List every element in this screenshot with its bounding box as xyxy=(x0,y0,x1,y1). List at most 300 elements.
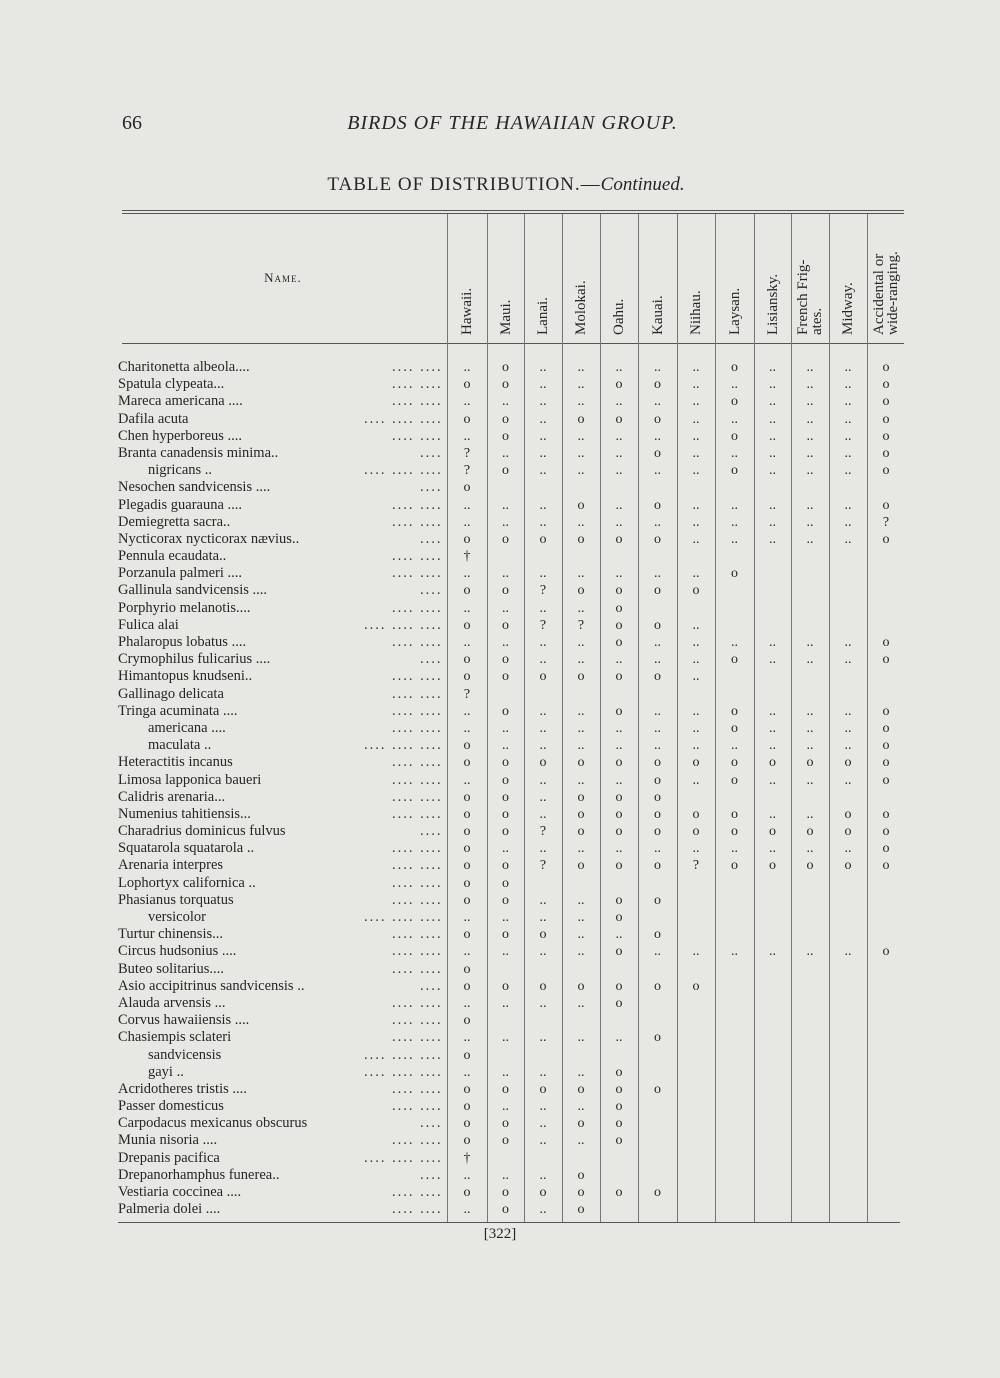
distribution-mark: .. xyxy=(844,463,852,479)
distribution-mark: o xyxy=(539,755,547,771)
species-name: Passer domesticus xyxy=(118,1098,224,1115)
distribution-mark: o xyxy=(463,669,471,685)
species-name: Branta canadensis minima.. xyxy=(118,444,279,461)
distribution-mark: .. xyxy=(731,635,738,650)
distribution-mark: .. xyxy=(539,944,547,960)
distribution-mark: o xyxy=(731,428,738,444)
distribution-mark: .. xyxy=(539,652,547,668)
distribution-mark: o xyxy=(654,806,661,822)
distribution-mark: .. xyxy=(539,463,547,479)
distribution-mark: .. xyxy=(539,445,547,461)
distribution-mark: .. xyxy=(463,514,471,530)
leader-dots: .... .... xyxy=(392,599,443,616)
table-row xyxy=(118,428,908,445)
table-row xyxy=(118,1132,908,1149)
distribution-mark: o xyxy=(502,892,509,908)
distribution-mark: .. xyxy=(463,910,471,925)
distribution-mark: .. xyxy=(806,445,814,461)
distribution-mark: o xyxy=(577,806,585,822)
table-row xyxy=(118,565,908,582)
leader-dots: .... .... xyxy=(392,788,443,805)
distribution-mark: o xyxy=(615,635,623,650)
distribution-mark: .. xyxy=(692,841,700,857)
distribution-mark: .. xyxy=(539,635,547,650)
distribution-mark: .. xyxy=(806,652,814,668)
species-name: Porphyrio melanotis.... xyxy=(118,599,251,616)
distribution-mark: o xyxy=(463,892,471,908)
distribution-mark: o xyxy=(463,652,471,668)
table-row xyxy=(118,1098,908,1115)
distribution-mark: o xyxy=(692,978,700,994)
table-row xyxy=(118,909,908,926)
leader-dots: .... .... xyxy=(392,513,443,530)
distribution-mark: o xyxy=(769,858,776,874)
distribution-mark: o xyxy=(882,755,890,771)
distribution-mark: o xyxy=(654,927,661,943)
distribution-mark: .. xyxy=(844,445,852,461)
leader-dots: .... xyxy=(420,1115,443,1132)
distribution-mark: o xyxy=(882,394,890,410)
species-name: Circus hudsonius .... xyxy=(118,943,237,960)
distribution-mark: .. xyxy=(654,652,661,668)
leader-dots: .... .... xyxy=(392,926,443,943)
distribution-mark: .. xyxy=(615,514,623,530)
leader-dots: .... .... xyxy=(392,393,443,410)
leader-dots: .... .... xyxy=(392,891,443,908)
page-footer: [322] xyxy=(483,1226,517,1242)
distribution-mark: .. xyxy=(769,806,776,822)
distribution-mark: o xyxy=(654,583,661,599)
distribution-mark: .. xyxy=(731,944,738,960)
distribution-mark: o xyxy=(692,583,700,599)
column-header-label: Molokai. xyxy=(573,280,589,335)
species-name: sandvicensis xyxy=(148,1046,222,1063)
distribution-mark: o xyxy=(502,789,509,805)
distribution-mark: o xyxy=(463,824,471,840)
distribution-mark: o xyxy=(615,1081,623,1097)
distribution-mark: o xyxy=(463,1081,471,1097)
column-header-label: Lanai. xyxy=(535,297,551,335)
distribution-mark: .. xyxy=(769,531,776,547)
distribution-mark: o xyxy=(882,841,890,857)
table-row xyxy=(118,703,908,720)
distribution-mark: .. xyxy=(502,1064,509,1080)
distribution-mark: .. xyxy=(769,703,776,719)
species-name: Munia nisoria .... xyxy=(118,1132,218,1149)
species-name: Calidris arenaria... xyxy=(118,788,226,805)
distribution-mark: o xyxy=(731,463,738,479)
distribution-mark: o xyxy=(615,411,623,427)
distribution-mark: o xyxy=(463,841,471,857)
distribution-mark: o xyxy=(654,617,661,633)
leader-dots: .... .... xyxy=(392,771,443,788)
distribution-mark: .. xyxy=(539,1133,547,1149)
distribution-mark: o xyxy=(463,480,471,496)
table-row xyxy=(118,806,908,823)
distribution-mark: .. xyxy=(769,944,776,960)
distribution-mark: o xyxy=(463,531,471,547)
distribution-mark: .. xyxy=(615,566,623,582)
distribution-mark: o xyxy=(654,377,661,393)
distribution-mark: .. xyxy=(769,635,776,650)
leader-dots: .... .... .... xyxy=(364,1063,443,1080)
leader-dots: .... .... xyxy=(392,874,443,891)
distribution-mark: .. xyxy=(577,445,585,461)
distribution-mark: .. xyxy=(577,652,585,668)
distribution-mark: o xyxy=(731,755,738,771)
distribution-mark: .. xyxy=(769,445,776,461)
distribution-mark: .. xyxy=(692,497,700,513)
leader-dots: .... .... xyxy=(392,548,443,565)
distribution-mark: .. xyxy=(577,1064,585,1080)
distribution-mark: o xyxy=(577,497,585,513)
leader-dots: .... .... xyxy=(392,960,443,977)
distribution-mark: .. xyxy=(539,566,547,582)
distribution-mark: o xyxy=(882,445,890,461)
distribution-mark: o xyxy=(502,583,509,599)
distribution-mark: o xyxy=(463,875,471,891)
leader-dots: .... .... xyxy=(392,1029,443,1046)
distribution-mark: .. xyxy=(502,995,509,1011)
distribution-mark: .. xyxy=(692,377,700,393)
species-name: Nesochen sandvicensis .... xyxy=(118,479,271,496)
distribution-mark: o xyxy=(882,360,890,375)
distribution-mark: .. xyxy=(844,514,852,530)
running-title: BIRDS OF THE HAWAIIAN GROUP. xyxy=(347,112,678,134)
distribution-mark: .. xyxy=(844,411,852,427)
distribution-mark: .. xyxy=(692,652,700,668)
distribution-mark: .. xyxy=(463,1167,471,1183)
distribution-mark: .. xyxy=(654,944,661,960)
page-header xyxy=(0,112,1000,142)
distribution-mark: .. xyxy=(654,703,661,719)
distribution-mark: o xyxy=(692,755,700,771)
distribution-mark: .. xyxy=(692,617,700,633)
distribution-mark: ? xyxy=(692,858,700,874)
distribution-mark: o xyxy=(731,806,738,822)
leader-dots: .... xyxy=(420,479,443,496)
distribution-mark: .. xyxy=(463,1030,471,1046)
species-name: Acridotheres tristis .... xyxy=(118,1080,247,1097)
table-row xyxy=(118,411,908,428)
distribution-mark: .. xyxy=(463,360,471,375)
table-row xyxy=(118,686,908,703)
distribution-mark: .. xyxy=(463,394,471,410)
column-header xyxy=(643,175,673,335)
table-row xyxy=(118,1184,908,1201)
distribution-mark: o xyxy=(654,892,661,908)
leader-dots: .... .... xyxy=(392,754,443,771)
distribution-mark: o xyxy=(502,806,509,822)
distribution-mark: .. xyxy=(844,428,852,444)
distribution-mark: o xyxy=(615,1064,623,1080)
distribution-mark: .. xyxy=(806,806,814,822)
distribution-mark: .. xyxy=(615,445,623,461)
distribution-mark: .. xyxy=(539,703,547,719)
distribution-mark: o xyxy=(615,910,623,925)
distribution-mark: .. xyxy=(502,445,509,461)
distribution-mark: .. xyxy=(577,892,585,908)
distribution-mark: .. xyxy=(844,703,852,719)
table-row xyxy=(118,668,908,685)
column-header xyxy=(604,175,634,335)
species-name: gayi .. xyxy=(148,1063,184,1080)
species-name: maculata .. xyxy=(148,737,212,754)
distribution-mark: .. xyxy=(731,377,738,393)
distribution-mark: .. xyxy=(806,514,814,530)
distribution-mark: .. xyxy=(502,841,509,857)
distribution-mark: o xyxy=(502,875,509,891)
species-name: Nycticorax nycticorax nævius.. xyxy=(118,530,300,547)
species-name: nigricans .. xyxy=(148,462,213,479)
distribution-mark: o xyxy=(731,720,738,736)
leader-dots: .... xyxy=(420,1166,443,1183)
distribution-mark: o xyxy=(577,1202,585,1218)
distribution-mark: .. xyxy=(844,360,852,375)
table-row xyxy=(118,634,908,651)
leader-dots: .... .... xyxy=(392,1098,443,1115)
species-name: Demiegretta sacra.. xyxy=(118,513,231,530)
leader-dots: .... .... xyxy=(392,719,443,736)
distribution-mark: .. xyxy=(731,738,738,754)
distribution-mark: ? xyxy=(539,858,547,874)
leader-dots: .... .... xyxy=(392,943,443,960)
distribution-mark: .. xyxy=(844,635,852,650)
species-name: Chen hyperboreus .... xyxy=(118,427,243,444)
column-header xyxy=(871,175,901,335)
leader-dots: .... .... xyxy=(392,634,443,650)
species-name: Plegadis guarauna .... xyxy=(118,496,243,513)
distribution-mark: .. xyxy=(615,394,623,410)
leader-dots: .... .... xyxy=(392,1184,443,1200)
distribution-mark: .. xyxy=(539,600,547,616)
distribution-mark: .. xyxy=(654,738,661,754)
species-name: Arenaria interpres xyxy=(118,857,224,874)
table-row xyxy=(118,1012,908,1029)
table-row xyxy=(118,875,908,892)
table-row xyxy=(118,857,908,874)
distribution-mark: o xyxy=(882,411,890,427)
column-header-label: Lisiansky. xyxy=(764,273,781,335)
distribution-mark: .. xyxy=(577,1133,585,1149)
distribution-mark: .. xyxy=(806,394,814,410)
species-name: Palmeria dolei .... xyxy=(118,1201,221,1218)
distribution-mark: o xyxy=(882,703,890,719)
distribution-mark: .. xyxy=(502,635,509,650)
distribution-mark: .. xyxy=(692,360,700,375)
distribution-mark: .. xyxy=(806,944,814,960)
distribution-mark: .. xyxy=(463,995,471,1011)
distribution-mark: .. xyxy=(806,497,814,513)
distribution-mark: .. xyxy=(539,394,547,410)
distribution-mark: o xyxy=(654,789,661,805)
species-name: Gallinula sandvicensis .... xyxy=(118,582,268,599)
distribution-mark: .. xyxy=(654,720,661,736)
distribution-mark: .. xyxy=(539,428,547,444)
distribution-mark: .. xyxy=(731,411,738,427)
column-header xyxy=(720,175,750,335)
distribution-mark: .. xyxy=(463,944,471,960)
leader-dots: .... xyxy=(420,977,443,994)
distribution-mark: o xyxy=(882,652,890,668)
distribution-mark: o xyxy=(463,978,471,994)
distribution-mark: .. xyxy=(806,377,814,393)
distribution-mark: .. xyxy=(502,720,509,736)
species-name: Pennula ecaudata.. xyxy=(118,548,227,565)
distribution-mark: o xyxy=(463,617,471,633)
distribution-mark: o xyxy=(577,858,585,874)
distribution-mark: .. xyxy=(502,394,509,410)
distribution-mark: ? xyxy=(539,617,547,633)
species-name: Fulica alai xyxy=(118,616,179,633)
distribution-mark: o xyxy=(806,755,814,771)
distribution-mark: .. xyxy=(844,497,852,513)
distribution-mark: o xyxy=(463,1047,471,1063)
table-row xyxy=(118,582,908,599)
table-row xyxy=(118,789,908,806)
distribution-mark: † xyxy=(463,1150,471,1166)
distribution-mark: ? xyxy=(882,514,890,530)
distribution-mark: o xyxy=(882,944,890,960)
distribution-mark: .. xyxy=(577,1099,585,1115)
leader-dots: .... .... xyxy=(392,496,443,513)
distribution-mark: ? xyxy=(463,686,471,702)
distribution-mark: .. xyxy=(615,720,623,736)
leader-dots: .... xyxy=(420,582,443,599)
species-name: Vestiaria coccinea .... xyxy=(118,1184,242,1200)
table-row xyxy=(118,772,908,789)
column-header-label: Accidental or wide-ranging. xyxy=(871,251,901,335)
column-header xyxy=(528,175,558,335)
column-header xyxy=(491,175,521,335)
distribution-mark: .. xyxy=(654,463,661,479)
table-row xyxy=(118,1150,908,1167)
distribution-mark: .. xyxy=(577,394,585,410)
table-row xyxy=(118,462,908,479)
distribution-mark: .. xyxy=(615,772,623,788)
table-row xyxy=(118,1201,908,1218)
distribution-mark: .. xyxy=(577,910,585,925)
distribution-mark: o xyxy=(615,617,623,633)
distribution-mark: o xyxy=(654,858,661,874)
table-row xyxy=(118,617,908,634)
distribution-mark: o xyxy=(577,824,585,840)
species-name: Porzanula palmeri .... xyxy=(118,565,243,582)
distribution-mark: o xyxy=(502,858,509,874)
distribution-mark: .. xyxy=(731,497,738,513)
table-row xyxy=(118,978,908,995)
column-header-label: Niihau. xyxy=(688,290,704,335)
species-name: Turtur chinensis... xyxy=(118,926,223,943)
distribution-mark: .. xyxy=(692,669,700,685)
distribution-mark: .. xyxy=(769,463,776,479)
distribution-mark: o xyxy=(463,377,471,393)
leader-dots: .... .... .... xyxy=(364,1046,443,1063)
leader-dots: .... .... xyxy=(392,1132,443,1149)
table-row xyxy=(118,995,908,1012)
species-name: Crymophilus fulicarius .... xyxy=(118,651,271,668)
distribution-mark: o xyxy=(882,635,890,650)
distribution-mark: o xyxy=(502,428,509,444)
distribution-mark: o xyxy=(806,824,814,840)
distribution-mark: .. xyxy=(463,1202,471,1218)
leader-dots: .... .... xyxy=(392,668,443,685)
leader-dots: .... .... xyxy=(392,857,443,874)
distribution-mark: o xyxy=(731,772,738,788)
leader-dots: .... .... xyxy=(392,427,443,444)
distribution-mark: .. xyxy=(577,720,585,736)
distribution-mark: o xyxy=(769,755,776,771)
table-row xyxy=(118,1029,908,1046)
distribution-mark: o xyxy=(615,1116,623,1132)
species-name: Lophortyx californica .. xyxy=(118,874,256,891)
distribution-mark: .. xyxy=(654,566,661,582)
distribution-mark: o xyxy=(502,1081,509,1097)
distribution-mark: o xyxy=(615,377,623,393)
column-header-label: Laysan. xyxy=(726,287,743,335)
distribution-mark: o xyxy=(692,824,700,840)
distribution-mark: o xyxy=(539,531,547,547)
distribution-mark: .. xyxy=(692,738,700,754)
distribution-mark: o xyxy=(502,531,509,547)
column-header xyxy=(681,175,711,335)
distribution-mark: o xyxy=(731,360,738,375)
distribution-mark: o xyxy=(615,1099,623,1115)
distribution-mark: o xyxy=(577,531,585,547)
distribution-mark: o xyxy=(731,858,738,874)
distribution-mark: o xyxy=(615,789,623,805)
distribution-mark: ? xyxy=(463,445,471,461)
table-row xyxy=(118,393,908,410)
species-name: Corvus hawaiiensis .... xyxy=(118,1012,250,1029)
distribution-mark: o xyxy=(502,463,509,479)
distribution-mark: .. xyxy=(844,841,852,857)
table-row xyxy=(118,651,908,668)
distribution-mark: .. xyxy=(806,360,814,375)
distribution-mark: o xyxy=(502,772,509,788)
distribution-mark: .. xyxy=(806,411,814,427)
distribution-mark: .. xyxy=(502,738,509,754)
distribution-mark: o xyxy=(844,824,852,840)
distribution-mark: o xyxy=(502,1202,509,1218)
leader-dots: .... xyxy=(420,823,443,840)
distribution-mark: o xyxy=(502,703,509,719)
distribution-mark: .. xyxy=(463,720,471,736)
column-header-label: Hawaii. xyxy=(459,287,475,335)
distribution-mark: .. xyxy=(577,514,585,530)
distribution-mark: .. xyxy=(731,841,738,857)
distribution-mark: .. xyxy=(615,463,623,479)
distribution-mark: o xyxy=(654,411,661,427)
distribution-mark: o xyxy=(463,738,471,754)
distribution-mark: .. xyxy=(539,1099,547,1115)
distribution-mark: .. xyxy=(769,377,776,393)
distribution-mark: o xyxy=(463,961,471,977)
distribution-mark: .. xyxy=(463,1064,471,1080)
leader-dots: .... xyxy=(420,651,443,668)
distribution-mark: o xyxy=(654,978,661,994)
leader-dots: .... .... xyxy=(392,359,443,375)
distribution-mark: .. xyxy=(463,635,471,650)
distribution-mark: .. xyxy=(769,428,776,444)
distribution-mark: o xyxy=(654,772,661,788)
leader-dots: .... xyxy=(420,444,443,461)
bottom-rule xyxy=(118,1222,900,1223)
distribution-mark: ? xyxy=(577,617,585,633)
distribution-mark: o xyxy=(463,583,471,599)
distribution-mark: .. xyxy=(844,944,852,960)
column-header xyxy=(452,175,482,335)
